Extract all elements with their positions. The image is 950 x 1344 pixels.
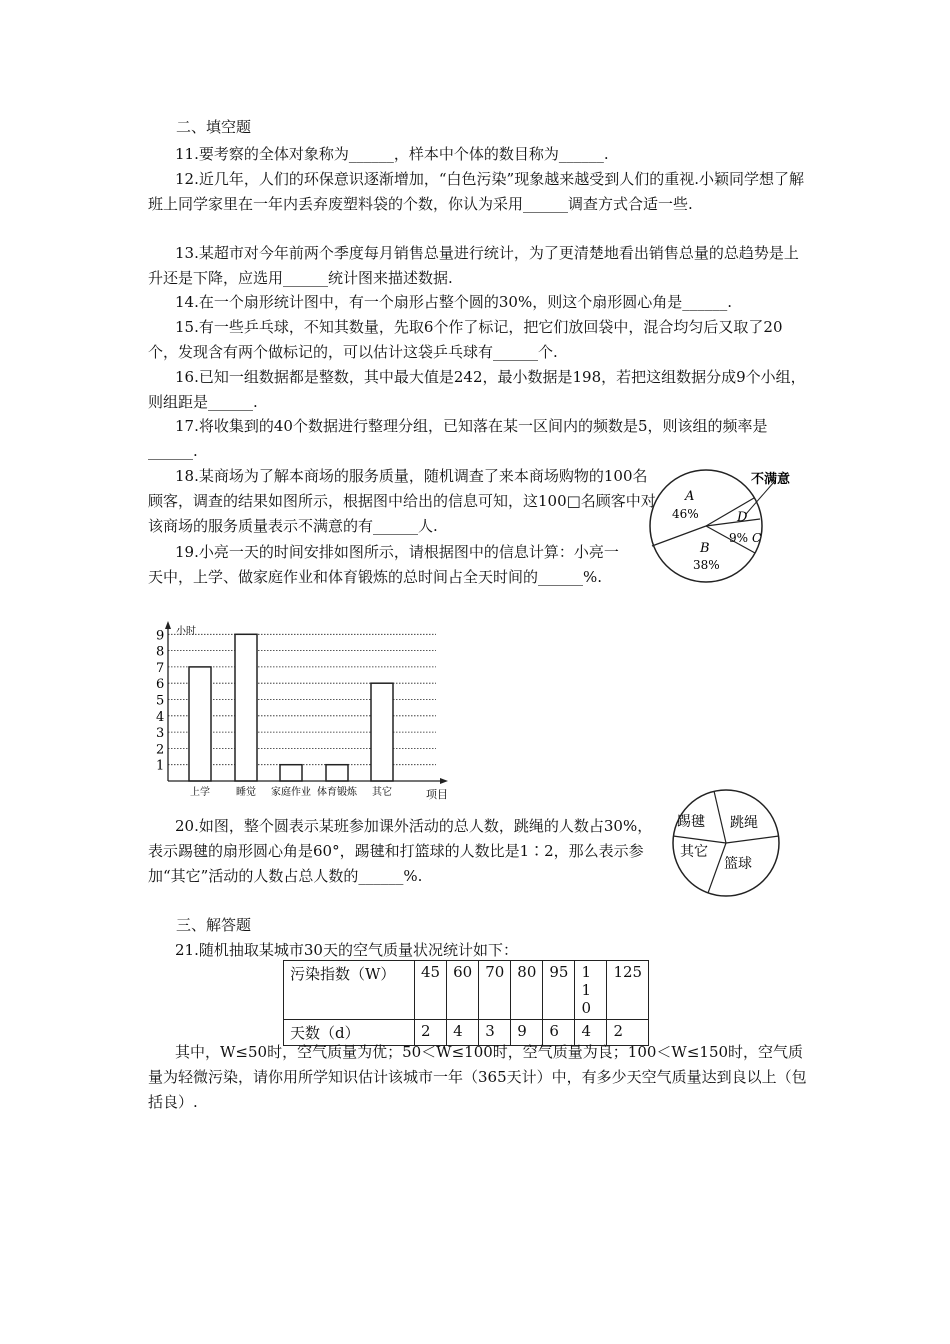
question-20: 20.如图，整个圆表示某班参加课外活动的总人数，跳绳的人数占30%，表示踢毽的扇形圆心角是60°，踢毽和打篮球的人数比是1∶2，那么表示参加“其它”活动的人数占总人数的______%. bbox=[148, 817, 653, 885]
pie18-callout: 不满意 bbox=[751, 472, 791, 487]
bar19-ytick-label: 5 bbox=[156, 693, 165, 709]
question-17: 17.将收集到的40个数据进行整理分组，已知落在某一区间内的频数是5，则该组的频率是______. bbox=[148, 417, 768, 460]
bar19-bar bbox=[189, 667, 211, 781]
air-quality-table bbox=[283, 960, 649, 1046]
bar19-ylabel: 小时 bbox=[176, 626, 196, 637]
question-16: 16.已知一组数据都是整数，其中最大值是242，最小数据是198，若把这组数据分成9个小组，则组距是______. bbox=[148, 368, 806, 411]
bar19-ytick-label: 4 bbox=[156, 709, 165, 725]
table-row2-header: 天数（d） bbox=[284, 1020, 415, 1046]
section-title-solve: 三、解答题 bbox=[176, 916, 252, 934]
table-cell: 2 bbox=[607, 1020, 649, 1046]
question-13: 13.某超市对今年前两个季度每月销售总量进行统计，为了更清楚地看出销售总量的总趋势是上升还是下降，应选用______统计图来描述数据. bbox=[148, 244, 799, 287]
section-title-fill-blank: 二、填空题 bbox=[176, 118, 252, 136]
bar19-ytick-label: 8 bbox=[156, 644, 165, 660]
pie20-label-jianzi: 踢毽 bbox=[677, 814, 705, 830]
pie18-label-b: B bbox=[700, 541, 710, 556]
pie-chart-activities bbox=[664, 786, 788, 900]
bar19-bar bbox=[280, 765, 302, 781]
table-cell: 9 bbox=[511, 1020, 543, 1046]
table-cell: 95 bbox=[543, 961, 575, 1020]
question-11: 11.要考察的全体对象称为______，样本中个体的数目称为______. bbox=[175, 145, 609, 163]
table-cell: 4 bbox=[447, 1020, 479, 1046]
bar19-ytick-label: 2 bbox=[156, 742, 165, 758]
table-cell: 80 bbox=[511, 961, 543, 1020]
bar19-category-label: 睡觉 bbox=[236, 787, 256, 798]
table-cell: 6 bbox=[543, 1020, 575, 1046]
question-12: 12.近几年，人们的环保意识逐渐增加，“白色污染”现象越来越受到人们的重视.小颖同学想了解班上同学家里在一年内丢弃废塑料袋的个数，你认为采用______调查方式合适一些. bbox=[148, 170, 804, 213]
question-14: 14.在一个扇形统计图中，有一个扇形占整个圆的30%，则这个扇形圆心角是______. bbox=[175, 293, 732, 311]
bar19-ytick-label: 9 bbox=[156, 628, 165, 644]
bar19-bar bbox=[235, 634, 257, 781]
pie18-label-d: D bbox=[737, 510, 748, 525]
table-cell: 125 bbox=[607, 961, 649, 1020]
question-18: 18.某商场为了解本商场的服务质量，随机调查了来本商场购物的100名顾客，调查的结果如图所示，根据图中给出的信息可知，这100□名顾客中对该商场的服务质量表示不满意的有______人. bbox=[148, 467, 656, 535]
pie18-pct-a: 46% bbox=[672, 507, 699, 521]
bar19-category-label: 上学 bbox=[190, 787, 210, 798]
table-cell: 2 bbox=[415, 1020, 447, 1046]
pie18-pct-c: 9% bbox=[729, 531, 749, 545]
question-15: 15.有一些乒乓球，不知其数量，先取6个作了标记，把它们放回袋中，混合均匀后又取了20个，发现含有两个做标记的，可以估计这袋乒乓球有______个. bbox=[148, 318, 783, 361]
table-cell: 45 bbox=[415, 961, 447, 1020]
pie20-label-qita: 其它 bbox=[680, 844, 708, 860]
table-cell: 3 bbox=[479, 1020, 511, 1046]
question-21: 21.随机抽取某城市30天的空气质量状况统计如下： bbox=[175, 941, 518, 959]
table-cell: 60 bbox=[447, 961, 479, 1020]
pie-chart-service-quality bbox=[640, 462, 810, 592]
table-cell: 110 bbox=[575, 961, 607, 1020]
bar19-xlabel: 项目 bbox=[426, 788, 448, 801]
pie20-label-tiaosheng: 跳绳 bbox=[730, 815, 758, 831]
table-cell: 70 bbox=[479, 961, 511, 1020]
pie18-label-c: C bbox=[752, 531, 762, 545]
pie20-label-lanqiu: 篮球 bbox=[724, 856, 752, 872]
pie18-label-a: A bbox=[685, 489, 695, 504]
bar19-category-label: 体育锻炼 bbox=[317, 787, 357, 798]
table-row1-header: 污染指数（W） bbox=[284, 961, 415, 1020]
bar19-category-label: 家庭作业 bbox=[271, 787, 311, 798]
bar19-ytick-label: 7 bbox=[156, 660, 165, 676]
table-cell: 4 bbox=[575, 1020, 607, 1046]
question-21-text: 其中，W≤50时，空气质量为优；50＜W≤100时，空气质量为良；100＜W≤150时，空气质量为轻微污染，请你用所学知识估计该城市一年（365天计）中，有多少天空气质量达到良以上（包括良）. bbox=[148, 1043, 807, 1111]
question-19: 19.小亮一天的时间安排如图所示，请根据图中的信息计算：小亮一天中，上学、做家庭作业和体育锻炼的总时间占全天时间的______%. bbox=[148, 543, 619, 586]
bar19-ytick-label: 6 bbox=[156, 677, 165, 693]
pie18-pct-b: 38% bbox=[693, 558, 720, 572]
bar19-ytick-label: 1 bbox=[156, 758, 165, 774]
bar19-bar bbox=[371, 683, 393, 781]
bar19-category-label: 其它 bbox=[372, 787, 392, 798]
bar19-bar bbox=[326, 765, 348, 781]
bar19-ytick-label: 3 bbox=[156, 726, 165, 742]
bar-chart-daily-schedule bbox=[150, 618, 470, 808]
